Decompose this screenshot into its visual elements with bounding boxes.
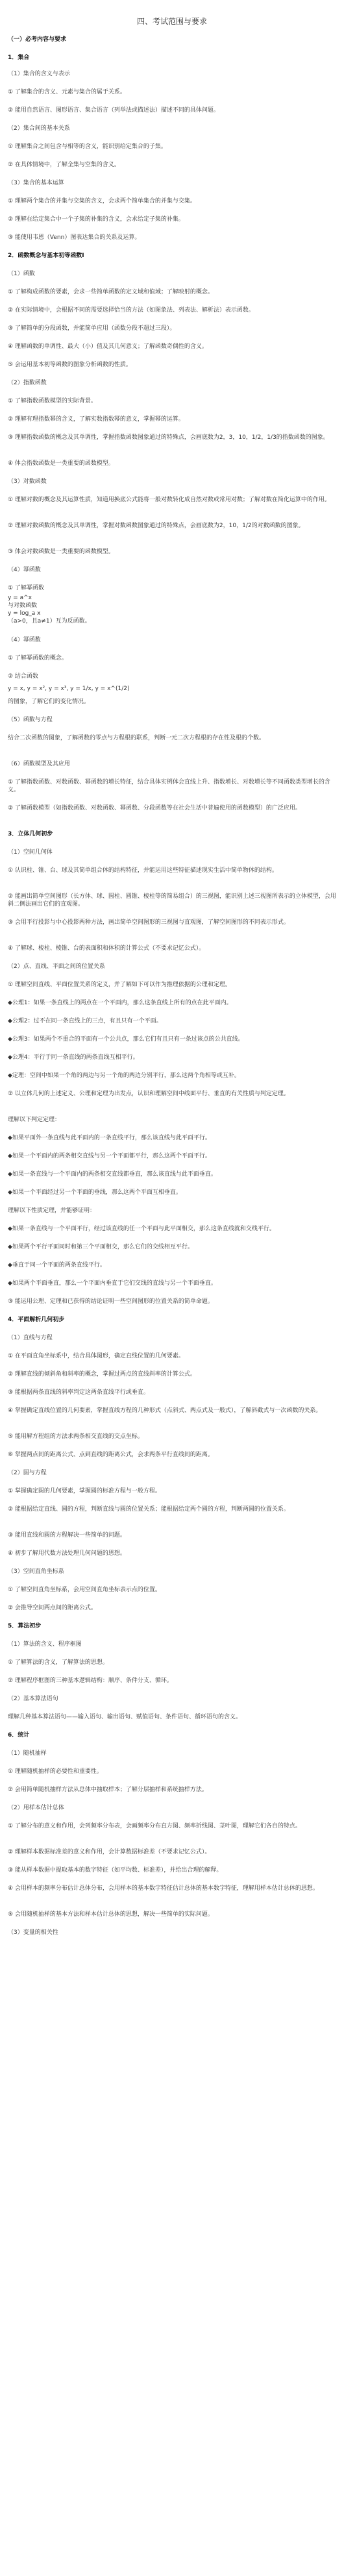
text-line: ◆如果一条直线与一个平面内的两条相交直线都垂直，那么该直线与此平面垂直。 xyxy=(8,1171,217,1178)
text-line: （3）变量的相关性 xyxy=(8,1929,58,1936)
text-line: ◆如果平面外一条直线与此平面内的一条直线平行，那么该直线与此平面平行。 xyxy=(8,1135,211,1141)
text-line: ② 会用简单随机抽样方法从总体中抽取样本；了解分层抽样和系统抽样方法。 xyxy=(8,1787,208,1793)
text-line: 理解以下判定定理： xyxy=(8,1117,61,1123)
text-line: ◆如果一个平面经过另一个平面的垂线，那么这两个平面互相垂直。 xyxy=(8,1189,182,1196)
text-line: 的图象，了解它们的变化情况。 xyxy=(8,699,90,705)
text-line: ◆公理3：如果两个不重合的平面有一个公共点，那么它们有且只有一条过该点的公共直线。 xyxy=(8,1036,244,1043)
text-line: ② 能根据给定直线、圆的方程，判断直线与圆的位置关系；能根据给定两个圆的方程，判断两圆的位置关系。 xyxy=(8,1506,289,1513)
text-line: ◆公理1：如果一条直线上的两点在一个平面内，那么这条直线上所有的点在此平面内。 xyxy=(8,1000,232,1006)
text-line: ◆如果一个平面内的两条相交直线与另一个平面都平行，那么这两个平面平行。 xyxy=(8,1153,211,1159)
text-line: ◆定理：空间中如果一个角的两边与另一个角的两边分别平行，那么这两个角相等或互补。 xyxy=(8,1072,240,1079)
text-line: （2）指数函数 xyxy=(8,380,47,386)
text-line: ③ 会用平行投影与中心投影两种方法，画出简单空间图形的三视图与直观图，了解空间图形的不同表示形式。 xyxy=(8,919,289,926)
text-line: ③ 体会对数函数是一类重要的函数模型。 xyxy=(8,549,114,555)
text-line: （4）幂函数 xyxy=(8,567,41,573)
page-title: 四、考试范围与要求 xyxy=(136,17,207,26)
text-line: ① 在平面直角坐标系中，结合具体图形，确定直线位置的几何要素。 xyxy=(8,1353,184,1359)
text-line: 与对数函数 xyxy=(8,602,38,609)
text-line: ④ 会用样本的频率分布估计总体分布，会用样本的基本数字特征估计总体的基本数字特征，理解用样本估计总体的思想。 xyxy=(8,1885,319,1892)
text-line: （1）集合的含义与表示 xyxy=(8,71,70,77)
text-line: ② 理解在给定集合中一个子集的补集的含义，会求给定子集的补集。 xyxy=(8,216,184,223)
text-line: y = a^x xyxy=(8,595,32,601)
text-line: ② 在实际情境中，会根据不同的需要选择恰当的方法（如图象法、列表法、解析法）表示函数。 xyxy=(8,307,254,314)
text-line: ② 在具体情境中，了解全集与空集的含义。 xyxy=(8,162,120,168)
text-line: ② 理解直线的倾斜角和斜率的概念，掌握过两点的直线斜率的计算公式。 xyxy=(8,1371,196,1378)
text-line: ① 了解幂函数的概念。 xyxy=(8,655,68,662)
text-line: （6）函数模型及其应用 xyxy=(8,761,70,767)
text-line: （2）用样本估计总体 xyxy=(8,1805,64,1811)
text-line: y = x, y = x², y = x³, y = 1/x, y = x^(1/2) xyxy=(8,686,130,692)
text-line: 1．集合 xyxy=(8,55,30,61)
text-line: （一）必考内容与要求 xyxy=(8,36,67,43)
text-line: （2）集合间的基本关系 xyxy=(8,125,70,132)
text-line: ① 认识柱、锥、台、球及其简单组合体的结构特征，并能运用这些特征描述现实生活中简单物体的结构。 xyxy=(8,867,278,874)
text-line: ◆垂直于同一个平面的两条直线平行。 xyxy=(8,1262,106,1269)
text-line: ① 了解指数函数模型的实际背景。 xyxy=(8,398,97,404)
text-line: （3）空间直角坐标系 xyxy=(8,1568,64,1575)
text-line: ① 理解集合之间包含与相等的含义，能识别给定集合的子集。 xyxy=(8,143,167,150)
text-line: ② 理解程序框图的三种基本逻辑结构：顺序、条件分支、循环。 xyxy=(8,1678,173,1684)
text-line: ③ 理解指数函数的概念及其单调性，掌握指数函数图象通过的特殊点，会画底数为2，3，10，1/2，1/3的指数函数的图象。 xyxy=(8,434,329,441)
text-line: ⑤ 会运用基本初等函数的图象分析函数的性质。 xyxy=(8,362,132,368)
text-line: ① 了解空间直角坐标系，会用空间直角坐标表示点的位置。 xyxy=(8,1587,161,1593)
text-line: （2）点、直线、平面之间的位置关系 xyxy=(8,963,105,970)
text-line: ① 了解算法的含义，了解算法的思想。 xyxy=(8,1659,108,1666)
text-line: ① 理解随机抽样的必要性和重要性。 xyxy=(8,1768,103,1775)
text-line: ④ 了解球、棱柱、棱锥、台的表面积和体积的计算公式（不要求记忆公式）。 xyxy=(8,945,205,952)
text-line: ① 了解构成函数的要素，会求一些简单函数的定义域和值域；了解映射的概念。 xyxy=(8,289,214,295)
text-line: ④ 理解函数的单调性、最大（小）值及其几何意义；了解函数奇偶性的含义。 xyxy=(8,343,208,350)
text-line: 结合二次函数的图象，了解函数的零点与方程根的联系，判断一元二次方程根的存在性及根的个数。 xyxy=(8,735,265,741)
text-line: ⑥ 掌握两点间的距离公式、点到直线的距离公式，会求两条平行直线间的距离。 xyxy=(8,1452,214,1458)
text-line: ③ 能根据两条直线的斜率判定这两条直线平行或垂直。 xyxy=(8,1389,149,1396)
text-line: ① 了解分布的意义和作用，会列频率分布表，会画频率分布直方图、频率折线图、茎叶图，理解它们各自的特点。 xyxy=(8,1823,301,1829)
text-line: ◆公理4：平行于同一条直线的两条直线互相平行。 xyxy=(8,1054,139,1061)
text-line: ① 了解集合的含义、元素与集合的属于关系。 xyxy=(8,89,126,95)
text-line: ⑤ 能用解方程组的方法求两条相交直线的交点坐标。 xyxy=(8,1433,143,1440)
text-line: 6．统计 xyxy=(8,1732,30,1739)
text-line: ② 能画出简单空间图形（长方体、球、圆柱、圆锥、棱柱等的简易组合）的三视图，能识别上述三视图所表示的立体模型，会用斜二侧法画出它们的直观图。 xyxy=(8,893,336,908)
text-line: ① 了解幂函数 xyxy=(8,585,44,591)
text-line: ② 理解有理指数幂的含义，了解实数指数幂的意义，掌握幂的运算。 xyxy=(8,416,184,423)
text-line: ① 理解对数的概念及其运算性质，知道用换底公式能将一般对数转化成自然对数或常用对数；了解对数在简化运算中的作用。 xyxy=(8,497,330,503)
text-line: （3）集合的基本运算 xyxy=(8,180,64,186)
text-line: ② 会推导空间两点间的距离公式。 xyxy=(8,1605,97,1611)
text-line: ① 理解两个集合的并集与交集的含义，会求两个简单集合的并集与交集。 xyxy=(8,198,196,204)
text-line: （4）幂函数 xyxy=(8,637,41,643)
text-line: ④ 体会指数函数是一类重要的函数模型。 xyxy=(8,460,114,467)
text-line: 理解以下性质定理，并能够证明： xyxy=(8,1208,96,1214)
text-line: ◆公理2：过不在同一条直线上的三点，有且只有一个平面。 xyxy=(8,1018,162,1024)
text-line: ② 理解对数函数的概念及其单调性，掌握对数函数图象通过的特殊点，会画底数为2，10，1/2的对数函数的图象。 xyxy=(8,523,304,529)
text-line: ① 掌握确定圆的几何要素，掌握圆的标准方程与一般方程。 xyxy=(8,1488,161,1494)
text-line: （2）圆与方程 xyxy=(8,1470,47,1476)
text-line: （5）函数与方程 xyxy=(8,717,53,723)
text-line: ② 以立体几何的上述定义、公理和定理为出发点，认识和理解空间中线面平行、垂直的有关性质与判定定理。 xyxy=(8,1091,289,1097)
text-line: （2）基本算法语句 xyxy=(8,1696,58,1702)
text-line: ③ 能运用公理、定理和已获得的结论证明一些空间图形的位置关系的简单命题。 xyxy=(8,1298,214,1305)
text-line: ③ 能用直线和圆的方程解决一些简单的问题。 xyxy=(8,1532,126,1539)
text-line: 5．算法初步 xyxy=(8,1623,42,1629)
text-line: （1）算法的含义、程序框图 xyxy=(8,1641,82,1648)
text-line: ② 能用自然语言、图形语言、集合语言（列举法或描述法）描述不同的具体问题。 xyxy=(8,107,219,114)
text-line: ③ 能使用韦恩（Venn）图表达集合的关系及运算。 xyxy=(8,234,141,241)
text-line: ⑤ 会用随机抽样的基本方法和样本估计总体的思想，解决一些简单的实际问题。 xyxy=(8,1911,214,1918)
text-line: ② 理解样本数据标准差的意义和作用，会计算数据标准差（不要求记忆公式）。 xyxy=(8,1849,211,1855)
text-line: （1）空间几何体 xyxy=(8,849,53,856)
text-line: （a>0，且a≠1）互为反函数。 xyxy=(8,618,91,625)
text-line: ◆如果两个平行平面同时和第三个平面相交，那么它们的交线相互平行。 xyxy=(8,1244,193,1250)
text-line: ④ 初步了解用代数方法处理几何问题的思想。 xyxy=(8,1550,126,1557)
text-line: y = log_a x xyxy=(8,610,41,617)
text-line: ③ 能从样本数据中提取基本的数字特征（如平均数、标准差），并给出合理的解释。 xyxy=(8,1867,223,1874)
text-line: ③ 了解简单的分段函数，并能简单应用（函数分段不超过三段）。 xyxy=(8,325,176,332)
text-line: ◆如果一条直线与一个平面平行，经过该直线的任一个平面与此平面相交，那么这条直线就和交线平行。 xyxy=(8,1226,275,1232)
text-line: 4．平面解析几何初步 xyxy=(8,1317,65,1323)
text-line: ② 结合函数 xyxy=(8,673,38,680)
text-line: （1）函数 xyxy=(8,271,35,277)
text-line: ① 了解指数函数、对数函数、幂函数的增长特征，结合具体实例体会直线上升、指数增长、对数增长等不同函数类型增长的含义。 xyxy=(8,779,330,793)
text-line: ① 理解空间直线、平面位置关系的定义，并了解如下可以作为推理依据的公理和定理。 xyxy=(8,982,231,988)
text-line: （1）随机抽样 xyxy=(8,1750,47,1757)
text-line: 3．立体几何初步 xyxy=(8,831,53,837)
text-line: ④ 掌握确定直线位置的几何要素，掌握直线方程的几种形式（点斜式、两点式及一般式），了解斜截式与一次函数的关系。 xyxy=(8,1407,322,1414)
text-line: ② 了解函数模型（如指数函数、对数函数、幂函数、分段函数等在社会生活中普遍使用的函数模型）的广泛应用。 xyxy=(8,805,301,811)
text-line: 2．函数概念与基本初等函数Ⅰ xyxy=(8,253,84,259)
text-line: ◆如果两个平面垂直，那么一个平面内垂直于它们交线的直线与另一个平面垂直。 xyxy=(8,1280,217,1287)
text-line: （3）对数函数 xyxy=(8,478,47,485)
text-line: （1）直线与方程 xyxy=(8,1335,53,1341)
text-line: 理解几种基本算法语句——输入语句、输出语句、赋值语句、条件语句、循环语句的含义。 xyxy=(8,1714,242,1720)
